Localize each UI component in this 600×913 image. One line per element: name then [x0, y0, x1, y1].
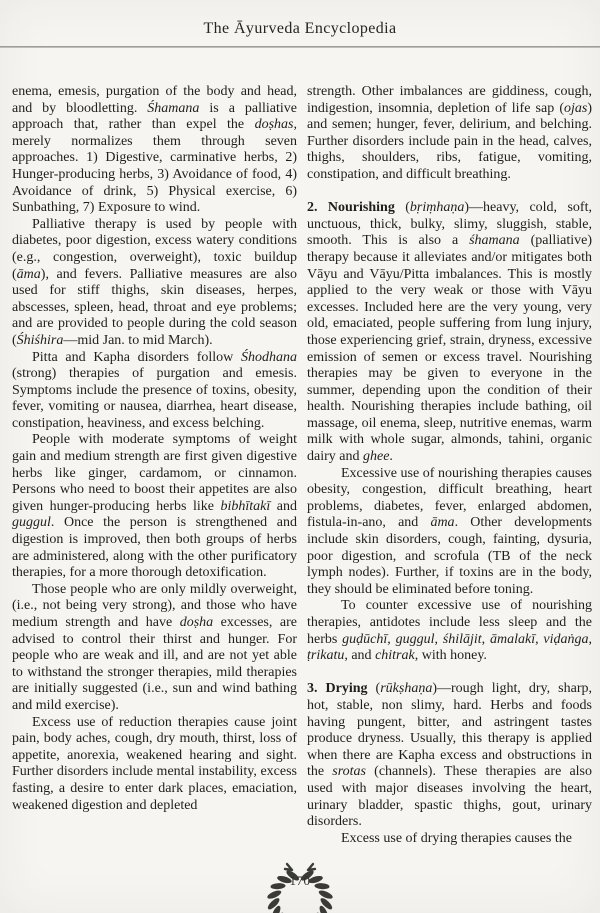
header-rule	[0, 46, 600, 48]
page-title: The Āyurveda Encyclopedia	[203, 20, 397, 37]
paragraph: People with moderate symptoms of weight gain and medium strength are first given digestive herbs like ginger, cardamom, or cinnamon. Persons who need to boost their appetites are also given hunger-producing herbs like bibhītakī and guggul. Once the person is strengthened and digestion is improved, then both groups of herbs are administered, along with the other purificatory therapies, for a more thorough detoxification.	[12, 432, 297, 581]
paragraph: enema, emesis, purgation of the body and head, and by bloodletting. Śhamana is a palliative approach that, rather than expel the doṣhas, merely normalizes them through seven approaches. 1) Digestive, carminative herbs, 2) Hunger-producing herbs, 3) Avoidance of food, 4) Avoidance of drink, 5) Physical exercise, 6) Sunbathing, 7) Exposure to wind.	[12, 84, 297, 216]
paragraph: Pitta and Kapha disorders follow Śhodhana (strong) therapies of purgation and emesis. Symptoms include the presence of toxins, obesity, fever, vomiting or nausea, diarrhea, heart disease, constipation, heaviness, and excess belching.	[12, 349, 297, 431]
paragraph: strength. Other imbalances are giddiness, cough, indigestion, insomnia, depletion of life sap (ojas) and semen; hunger, fever, delirium, and belching. Further disorders include pain in the head, calves, thighs, shoulders, ribs, fatigue, vomiting, constipation, and difficult breathing.	[307, 84, 592, 182]
paragraph: 3. Drying (rūkṣhaṇa)—rough light, dry, sharp, hot, stable, non slimy, hard. Herbs and foods having pungent, bitter, and astringent tastes produce dryness. Usually, this therapy is applied when there are Kapha excess and obstructions in the srotas (channels). These therapies are also used with major diseases involving the heart, urinary bladder, spastic thighs, gout, urinary disorders.	[307, 681, 592, 830]
left-column	[12, 84, 297, 847]
right-column	[307, 84, 592, 847]
paragraph: Those people who are only mildly overweight, (i.e., not being very strong), and those who have medium strength and have doṣha excesses, are advised to control their thirst and hunger. For people who are weak and ill, and are not yet able to withstand the stronger therapies, mild therapies are initially suggested (i.e., sun and wind bathing and mild exercise).	[12, 581, 297, 713]
paragraph: Excess use of drying therapies causes the	[341, 830, 572, 846]
paragraph: Excessive use of nourishing therapies causes obesity, congestion, difficult breathing, heart problems, diabetes, fever, enlarged abdomen, fistula-in-ano, and āma. Other developments include skin disorders, cough, fainting, dysuria, poor digestion, and scrofula (TB of the neck lymph nodes). Further, if toxins are in the body, they should be eliminated before toning.	[307, 465, 592, 597]
page-header	[0, 0, 600, 38]
paragraph: Excess use of reduction therapies cause joint pain, body aches, cough, dry mouth, thirst, loss of appetite, anorexia, weakened hearing and sight. Further disorders include mental instability, excess fasting, a desire to enter dark places, emaciation, weakened digestion and depleted	[12, 714, 297, 813]
laurel-wreath-icon	[262, 861, 338, 913]
paragraph: Palliative therapy is used by people with diabetes, poor digestion, excess watery conditions (e.g., congestion, overweight), toxic buildup (āma), and fevers. Palliative measures are also used for stiff thighs, skin diseases, herpes, abscesses, spleen, head, throat and eye problems; and are provided to people during the cold season (Śhiśhira—mid Jan. to mid March).	[12, 216, 297, 348]
page-number: 170	[289, 873, 311, 888]
paragraph: To counter excessive use of nourishing therapies, antidotes include less sleep and the herbs guḍūchī, guggul, śhilājit, āmalakī, viḍaṅga, ṭrikatu, and chitrak, with honey.	[307, 598, 593, 664]
paragraph: 2. Nourishing (bṛiṃhaṇa)—heavy, cold, soft, unctuous, thick, bulky, slimy, sluggish, stable, smooth. This is also a śhamana (palliative) therapy because it alleviates and/or mitigates both Vāyu and Vāyu/Pitta imbalances. This is mostly applied to the very weak or those with Vāyu excesses. Included here are the very young, very old, emaciated, people suffering from lung injury, those experiencing grief, strain, dryness, excessive emission of semen or excess travel. Nourishing therapies may be given to everyone in the summer, depending upon the condition of their health. Nourishing therapies include bathing, oil massage, oil enema, sleep, nutritive enemas, warm milk with whole sugar, almonds, tahini, organic dairy and ghee.	[307, 200, 592, 465]
page-body	[0, 84, 600, 847]
